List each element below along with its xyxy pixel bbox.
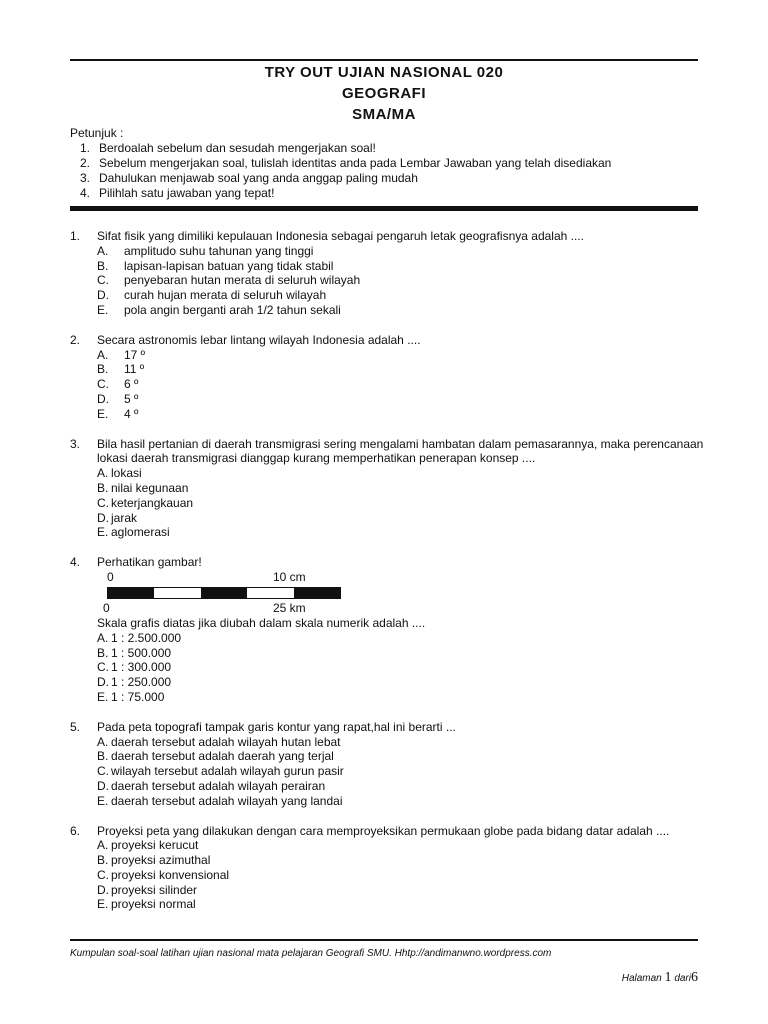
page-info [622,970,698,986]
scale-top-right-label: 10 cm [273,569,306,584]
option: B. lapisan-lapisan batuan yang tidak stabil [97,258,334,273]
option: D. 5 º [97,391,139,406]
question-text: Skala grafis diatas jika diubah dalam skala numerik adalah .... [97,615,426,630]
scale-segment [247,588,293,598]
question-6: 6. Proyeksi peta yang dilakukan dengan cara memproyeksikan permukaan globe pada bidang datar adalah .... A. proyeksi kerucut B. proyeksi azimuthal C. proyeksi konvensional D. proyeksi silinder E. proyeksi normal [70,824,710,913]
option: C. proyeksi konvensional [97,867,230,882]
question-list [70,229,710,927]
option: B. daerah tersebut adalah daerah yang terjal [97,749,334,764]
option: D. 1 : 250.000 [97,675,172,690]
footer-rule [70,939,698,941]
scale-bottom-left-label: 0 [103,600,110,615]
scale-segment [154,588,200,598]
footer-text: Kumpulan soal-soal latihan ujian nasional mata pelajaran Geografi SMU. Hhtp://andimanwno.wordpress.com [70,948,552,959]
section-divider [70,206,698,211]
option: B. nilai kegunaan [97,480,189,495]
option: B. proyeksi azimuthal [97,853,211,868]
option: A. 1 : 2.500.000 [97,630,182,645]
scale-bar [107,587,341,599]
scale-bottom-right-label: 25 km [273,600,306,615]
question-3: 3. Bila hasil pertanian di daerah transmigrasi sering mengalami hambatan dalam pemasarannya, maka perencanaan lokasi daerah transmigrasi dianggap kurang memperhatikan penerapan konsep .... A. lokasi B. nilai kegunaan C. keterjangkauan D. jarak E. aglomerasi [70,437,710,541]
page-number: 1 [664,970,672,985]
option: A. amplitudo suhu tahunan yang tinggi [97,243,314,258]
option: A. lokasi [97,466,142,481]
option: E. daerah tersebut adalah wilayah yang landai [97,793,343,808]
scale-segment [201,588,247,598]
page-total: 6 [691,970,698,985]
option: B. 1 : 500.000 [97,645,172,660]
question-1: 1. Sifat fisik yang dimiliki kepulauan Indonesia sebagai pengaruh letak geografisnya adalah .... A. amplitudo suhu tahunan yang tinggi B. lapisan-lapisan batuan yang tidak stabil C. penyebaran hutan merata di seluruh wilayah D. curah hujan merata di seluruh wilayah E. pola angin berganti arah 1/2 tahun sekali [70,229,710,318]
scale-segment [294,588,340,598]
option: E. pola angin berganti arah 1/2 tahun sekali [97,302,341,317]
page-label: Halaman [621,973,662,984]
instruction-item: 4. Pilihlah satu jawaban yang tepat! [79,186,275,200]
top-rule [70,59,698,61]
scale-top-left-label: 0 [107,569,114,584]
option: C. keterjangkauan [97,495,194,510]
question-4: 4. Perhatikan gambar! 0 10 cm 0 25 km Skala grafis diatas jika diubah dalam skala numerik adalah .... A. 1 : 2.500.000 B. 1 : 500.000 C. 1 : 300.000 D. 1 : 250.000 E. 1 : 75.000 [70,555,710,705]
instructions [70,126,611,201]
question-2: 2. Secara astronomis lebar lintang wilayah Indonesia adalah .... A. 17 º B. 11 º C. 6 º D. 5 º E. 4 º [70,333,710,422]
exam-title: TRY OUT UJIAN NASIONAL 020 [264,64,504,81]
instruction-item: 2. Sebelum mengerjakan soal, tulislah identitas anda pada Lembar Jawaban yang telah disediakan [79,156,612,170]
option: E. proyeksi normal [97,897,196,912]
graphic-scale [97,570,710,616]
page-of-label: dari [674,973,691,984]
level-title: SMA/MA [352,106,416,123]
option: D. curah hujan merata di seluruh wilayah [97,288,327,303]
instruction-item: 1. Berdoalah sebelum dan sesudah mengerjakan soal! [79,141,376,155]
option: D. jarak [97,510,138,525]
option: D. proyeksi silinder [97,882,198,897]
option: B. 11 º [97,362,145,377]
option: A. proyeksi kerucut [97,838,199,853]
option: E. 4 º [97,406,139,421]
option: A. 17 º [97,347,146,362]
option: D. daerah tersebut adalah wilayah perairan [97,778,326,793]
question-5: 5. Pada peta topografi tampak garis kontur yang rapat,hal ini berarti ... A. daerah tersebut adalah wilayah hutan lebat B. daerah tersebut adalah daerah yang terjal C. wilayah tersebut adalah wilayah gurun pasir D. daerah tersebut adalah wilayah perairan E. daerah tersebut adalah wilayah yang landai [70,720,710,809]
subject-title: GEOGRAFI [341,85,426,102]
instructions-heading: Petunjuk : [70,126,124,140]
option: C. 1 : 300.000 [97,660,172,675]
option: C. 6 º [97,377,139,392]
option: C. wilayah tersebut adalah wilayah gurun pasir [97,764,344,779]
option: E. aglomerasi [97,525,170,540]
instruction-item: 3. Dahulukan menjawab soal yang anda anggap paling mudah [79,171,418,185]
scale-segment [108,588,154,598]
option: C. penyebaran hutan merata di seluruh wilayah [97,273,361,288]
option: E. 1 : 75.000 [97,689,165,704]
option: A. daerah tersebut adalah wilayah hutan lebat [97,734,341,749]
